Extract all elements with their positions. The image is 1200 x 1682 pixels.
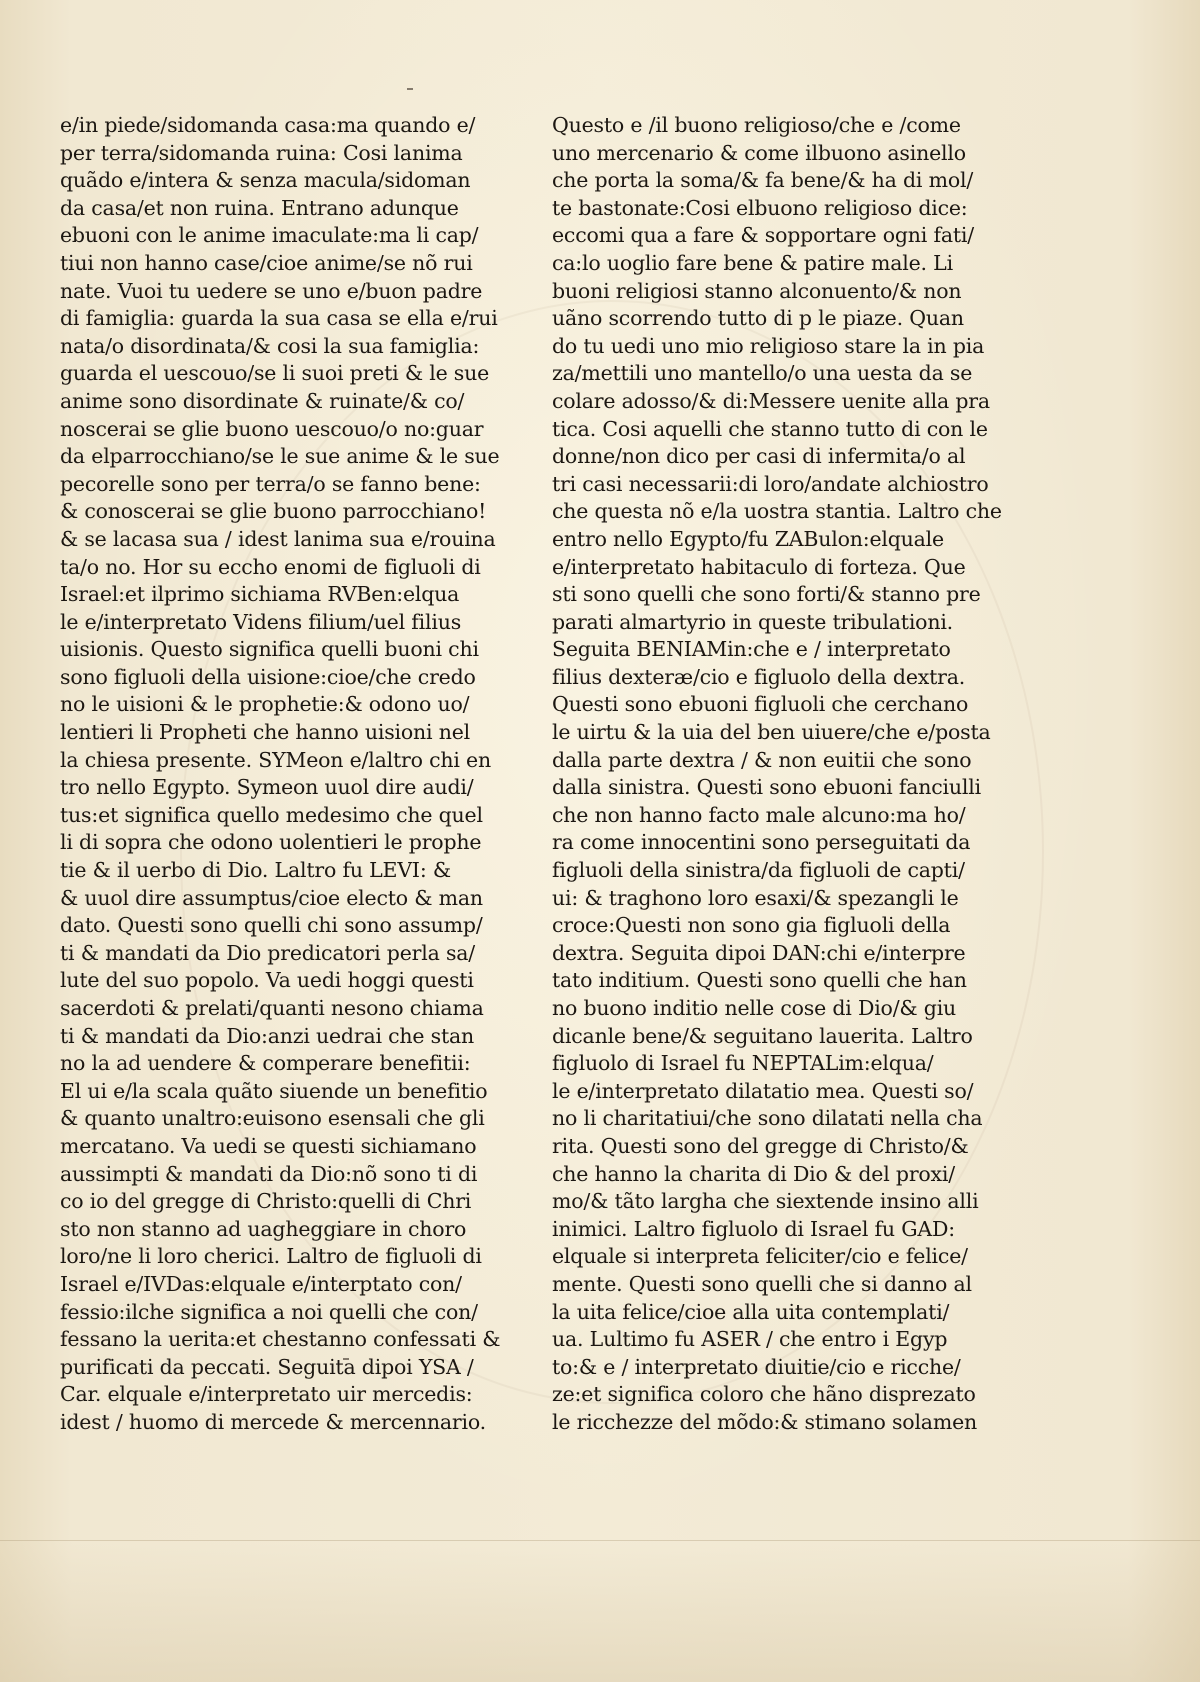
left-column-text-line: Israel:et ilprimo sichiama RVBen:elqua xyxy=(60,582,460,607)
left-column-text-line: uisionis. Questo significa quelli buoni chi xyxy=(60,637,479,662)
left-column-text-line: nata/o disordinata/& cosi la sua famiglia: xyxy=(60,333,480,358)
right-column-text-line: dicanle bene/& seguitano lauerita. Laltro xyxy=(552,1023,973,1048)
left-column-text-line: sacerdoti & prelati/quanti nesono chiama xyxy=(60,996,484,1020)
right-column-text-line: figluolo di Israel fu NEPTALim:elqua/ xyxy=(552,1051,934,1076)
right-column-text-line: colare adosso/& di:Messere uenite alla pra xyxy=(552,388,990,413)
left-column-text-line: da casa/et non ruina. Entrano adunque xyxy=(60,195,459,220)
right-column-text-line: dextra. Seguita dipoi DAN:chi e/interpre xyxy=(552,940,966,965)
right-column-text-line: donne/non dico per casi di infermita/o al xyxy=(552,444,966,469)
left-column-text-line: e/in piede/sidomanda casa:ma quando e/ xyxy=(60,113,476,137)
right-column-text-line: ze:et significa coloro che hãno disprezato xyxy=(552,1382,976,1407)
left-column-text-line: la chiesa presente. SYMeon e/laltro chi en xyxy=(60,747,491,772)
left-column-text-line: Israel e/IVDas:elquale e/interptato con/ xyxy=(60,1271,462,1296)
right-column-text-line: croce:Questi non sono gia figluoli della xyxy=(552,913,951,938)
left-text-column xyxy=(60,112,515,1437)
right-column-text-line: la uita felice/cioe alla uita contemplati/ xyxy=(552,1299,950,1324)
left-column-text-line: lentieri li Propheti che hanno uisioni nel xyxy=(60,720,470,745)
ink-speck xyxy=(407,88,413,90)
left-column-text-line: li di sopra che odono uolentieri le prophe xyxy=(60,830,482,855)
right-column-text-line: elquale si interpreta feliciter/cio e felice/ xyxy=(552,1244,968,1269)
left-column-text-line: & conoscerai se glie buono parrocchiano! xyxy=(60,499,487,524)
left-column-text-line: no le uisioni & le prophetie:& odono uo/ xyxy=(60,692,470,717)
right-column-text-line: le e/interpretato dilatatio mea. Questi so/ xyxy=(552,1078,974,1103)
right-column-text-line: ua. Lultimo fu ASER / che entro i Egyp xyxy=(552,1327,948,1352)
right-column-text-line: ca:lo uoglio fare bene & patire male. Li xyxy=(552,250,953,275)
left-column-text-line: per terra/sidomanda ruina: Cosi lanima xyxy=(60,140,463,165)
left-column-text-line: tro nello Egypto. Symeon uuol dire audi/ xyxy=(60,775,474,800)
right-column-text-line: tri casi necessarii:di loro/andate alchiostro xyxy=(552,471,989,496)
left-column-text-line: tus:et significa quello medesimo che quel xyxy=(60,802,483,827)
right-column-text-line: tica. Cosi aquelli che stanno tutto di con le xyxy=(552,416,988,441)
left-column-text-line: no la ad uendere & comperare benefitii: xyxy=(60,1051,471,1076)
right-column-text-line: e/interpretato habitaculo di forteza. Que xyxy=(552,554,966,579)
right-column-text-line: le uirtu & la uia del ben uiuere/che e/posta xyxy=(552,720,991,745)
left-column-text-line: noscerai se glie buono uescouo/o no:guar xyxy=(60,416,484,441)
left-column-text-line: tiui non hanno case/cioe anime/se nõ rui xyxy=(60,250,473,275)
right-column-text-line: tato inditium. Questi sono quelli che han xyxy=(552,968,967,993)
right-column-text-line: che hanno la charita di Dio & del proxi/ xyxy=(552,1161,955,1186)
left-column-text-line: & se lacasa sua / idest lanima sua e/rouina xyxy=(60,526,496,551)
left-column-text-line: mercatano. Va uedi se questi sichiamano xyxy=(60,1133,477,1158)
left-column-text-line: anime sono disordinate & ruinate/& co/ xyxy=(60,388,465,413)
right-column-text-line: che porta la soma/& fa bene/& ha di mol/ xyxy=(552,168,974,193)
left-column-text-line: le e/interpretato Videns filium/uel filius xyxy=(60,609,462,634)
left-column-text-line: El ui e/la scala quãto siuende un benefitio xyxy=(60,1078,488,1103)
right-column-text-line: ui: & traghono loro esaxi/& spezangli le xyxy=(552,885,959,910)
right-column-text-line: no li charitatiui/che sono dilatati nella cha xyxy=(552,1106,983,1131)
right-column-text-line: eccomi qua a fare & sopportare ogni fati/ xyxy=(552,223,974,248)
left-column-text-line: quãdo e/intera & senza macula/sidoman xyxy=(60,168,471,193)
right-column-text-line: sti sono quelli che sono forti/& stanno pre xyxy=(552,582,981,607)
right-text-column xyxy=(552,112,1007,1437)
left-column-text-line: sto non stanno ad uagheggiare in choro xyxy=(60,1216,467,1241)
right-column-text-line: uãno scorrendo tutto di p le piaze. Quan xyxy=(552,306,964,331)
right-column-text-line: parati almartyrio in queste tribulationi. xyxy=(552,609,953,634)
right-column-text-line: do tu uedi uno mio religioso stare la in pia xyxy=(552,333,985,358)
left-column-text-line: & quanto unaltro:euisono esensali che gli xyxy=(60,1106,485,1131)
left-column-text-line: ti & mandati da Dio:anzi uedrai che stan xyxy=(60,1023,475,1048)
left-column-text-line: da elparrocchiano/se le sue anime & le sue xyxy=(60,444,500,469)
left-column-text-line: ti & mandati da Dio predicatori perla sa/ xyxy=(60,940,475,965)
left-column-text-line: fessano la uerita:et chestanno confessati & xyxy=(60,1327,501,1352)
page-fold-line xyxy=(0,1540,1200,1541)
right-column-text-line: mo/& tãto largha che siextende insino alli xyxy=(552,1189,979,1214)
right-column-text-line: dalla sinistra. Questi sono ebuoni fanciulli xyxy=(552,775,981,800)
left-column-text-line: ebuoni con le anime imaculate:ma li cap/ xyxy=(60,223,479,248)
left-column-text-line: loro/ne li loro cherici. Laltro de figluoli di xyxy=(60,1244,482,1269)
right-column-text-line: buoni religiosi stanno alconuento/& non xyxy=(552,278,962,303)
right-column-text-line: che non hanno facto male alcuno:ma ho/ xyxy=(552,802,966,827)
right-column-text-line: figluoli della sinistra/da figluoli de capti/ xyxy=(552,858,965,883)
right-column-text-line: Seguita BENIAMin:che e / interpretato xyxy=(552,637,951,662)
right-column-text-line: Questi sono ebuoni figluoli che cerchano xyxy=(552,692,969,717)
left-column-text-line: purificati da peccati. Seguita dipoi YSA / xyxy=(60,1354,474,1379)
left-column-text-line: tie & il uerbo di Dio. Laltro fu LEVI: & xyxy=(60,858,451,883)
right-column-text-line: uno mercenario & come ilbuono asinello xyxy=(552,140,966,165)
right-column-text-line: filius dexteræ/cio e figluolo della dextra. xyxy=(552,664,966,689)
left-column-text-line: pecorelle sono per terra/o se fanno bene: xyxy=(60,471,481,496)
right-column-text-line: che questa nõ e/la uostra stantia. Laltro che xyxy=(552,499,1002,524)
right-column-text-line: to:& e / interpretato diuitie/cio e ricche/ xyxy=(552,1354,961,1379)
right-column-text-line: mente. Questi sono quelli che si danno al xyxy=(552,1271,972,1296)
left-column-text-line: nate. Vuoi tu uedere se uno e/buon padre xyxy=(60,278,483,303)
left-column-text-line: di famiglia: guarda la sua casa se ella e/rui xyxy=(60,306,498,331)
right-column-text-line: no buono inditio nelle cose di Dio/& giu xyxy=(552,996,957,1020)
left-column-text-line: dato. Questi sono quelli chi sono assump/ xyxy=(60,913,483,938)
left-column-text-line: aussimpti & mandati da Dio:nõ sono ti di xyxy=(60,1161,478,1186)
left-column-text-line: ta/o no. Hor su eccho enomi de figluoli di xyxy=(60,554,481,579)
page-bottom-margin xyxy=(0,1540,1200,1682)
left-column-text-line: Car. elquale e/interpretato uir mercedis: xyxy=(60,1382,473,1407)
left-column-text-line: idest / huomo di mercede & mercennario. xyxy=(60,1409,486,1434)
left-column-text-line: co io del gregge di Christo:quelli di Chri xyxy=(60,1189,472,1214)
right-column-text-line: ra come innocentini sono perseguitati da xyxy=(552,830,971,855)
right-column-text-line: rita. Questi sono del gregge di Christo/& xyxy=(552,1133,969,1158)
left-column-text-line: sono figluoli della uisione:cioe/che credo xyxy=(60,664,476,689)
right-column-text-line: le ricchezze del mõdo:& stimano solamen xyxy=(552,1409,978,1434)
right-column-text-line: za/mettili uno mantello/o una uesta da se xyxy=(552,361,973,386)
right-column-text-line: te bastonate:Cosi elbuono religioso dice: xyxy=(552,195,968,220)
left-column-text-line: & uuol dire assumptus/cioe electo & man xyxy=(60,885,483,910)
right-column-text-line: Questo e /il buono religioso/che e /come xyxy=(552,113,961,137)
left-column-text-line: lute del suo popolo. Va uedi hoggi questi xyxy=(60,968,474,993)
right-column-text-line: entro nello Egypto/fu ZABulon:elquale xyxy=(552,526,944,551)
left-column-text-line: fessio:ilche significa a noi quelli che con/ xyxy=(60,1299,478,1324)
right-column-text-line: dalla parte dextra / & non euitii che sono xyxy=(552,747,972,772)
right-column-text-line: inimici. Laltro figluolo di Israel fu GAD: xyxy=(552,1216,955,1241)
left-column-text-line: guarda el uescouo/se li suoi preti & le sue xyxy=(60,361,490,386)
